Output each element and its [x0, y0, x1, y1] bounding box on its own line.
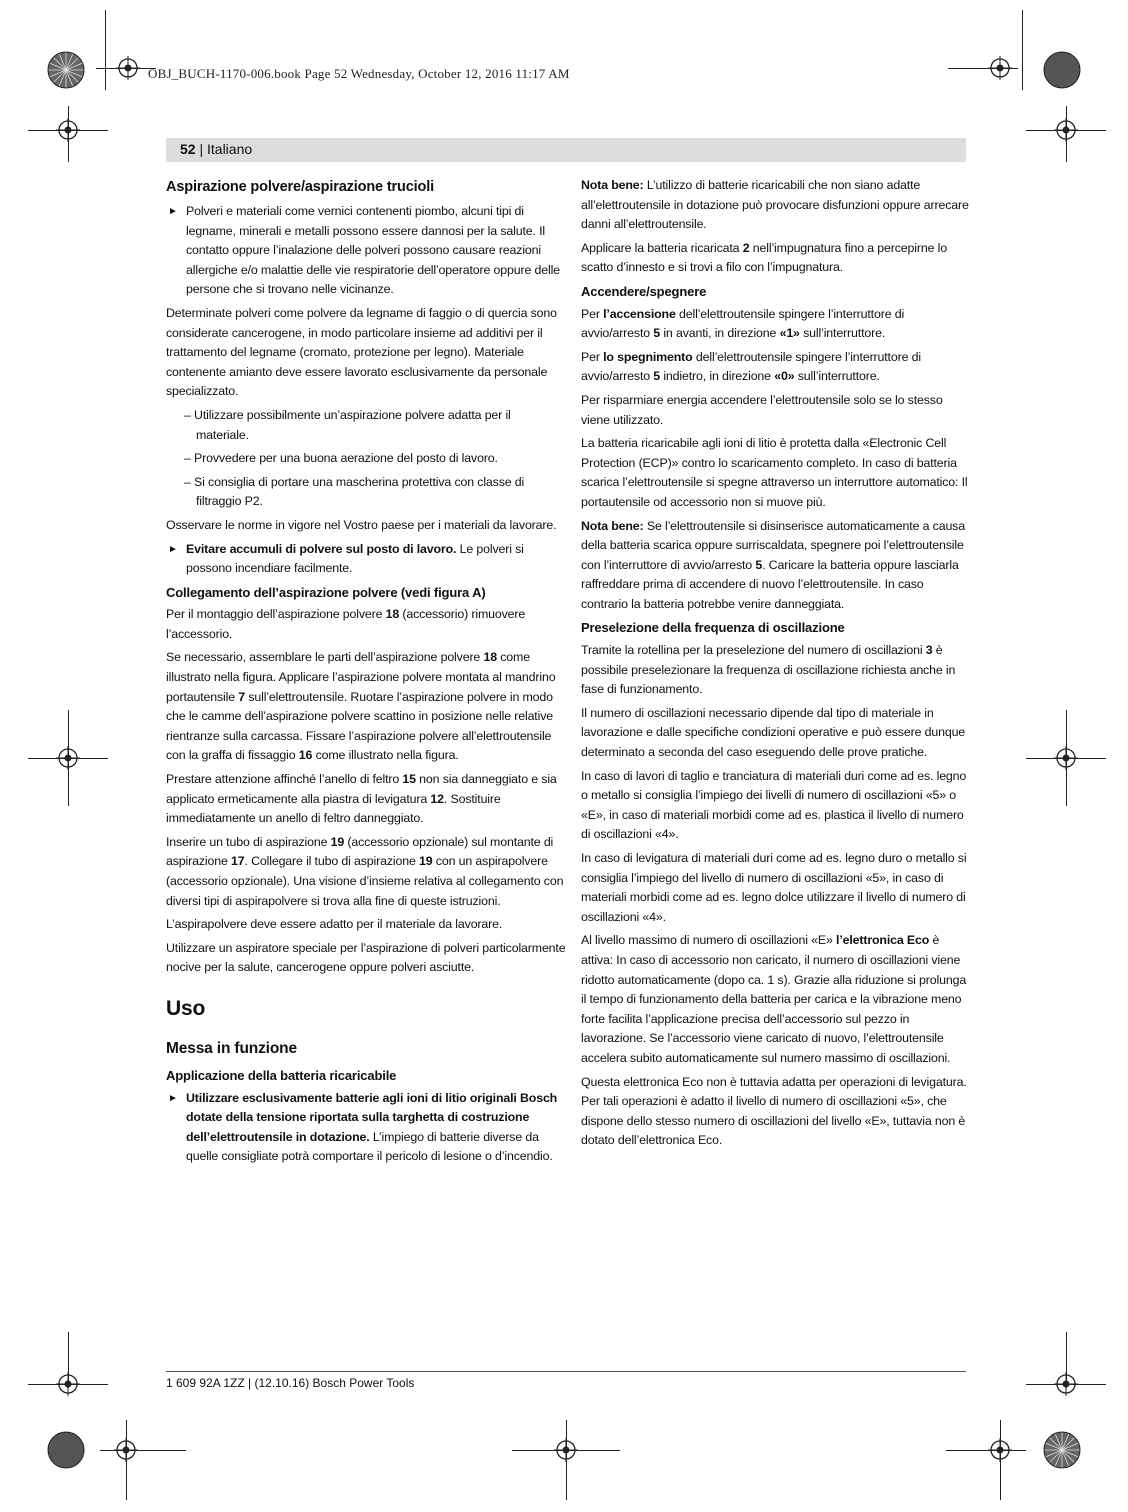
note-paragraph: Nota bene: L’utilizzo di batterie ricaricabili che non siano adatte all’elettroutensile in dotazione può provocare disfunzioni oppure arrecare danni all’elettroutensile. — [581, 178, 969, 232]
paragraph: Se necessario, assemblare le parti dell’aspirazione polvere 18 come illustrato nella figura. Applicare l’aspirazione polvere montata al mandrino portautensile 7 sull’elettroutensile. Ruotare l’aspirazione polvere in modo che le camme dell’aspirazione polvere scattino in posizione nelle relative rientranze sulla carcassa. Fissare l’aspirazione polvere all’elettroutensile con la graffa di fissaggio 16 come illustrato nella figura. — [166, 650, 556, 763]
warning-bullet — [166, 202, 566, 300]
subheading-battery: Applicazione della batteria ricaricabile — [166, 1067, 397, 1083]
starburst-mark-icon — [1042, 50, 1082, 90]
paragraph: Tramite la rotellina per la preselezione del numero di oscillazioni 3 è possibile preselezionare la frequenza di oscillazione richiesta anche in fase di funzionamento. — [581, 643, 956, 697]
paragraph: Per il montaggio dell’aspirazione polvere 18 (accessorio) rimuovere l’accessorio. — [166, 607, 526, 641]
paragraph: In caso di levigatura di materiali duri come ad es. legno duro o metallo si consiglia l’impiego del livello di numero di oscillazioni «5», in caso di materiali morbidi come ad es. legno dolce utilizzare il livello di numero di oscillazioni «4». — [581, 851, 967, 924]
dash-item: – Si consiglia di portare una mascherina protettiva con classe di filtraggio P2. — [184, 474, 525, 509]
page-number: 52 — [180, 141, 196, 157]
warning-bullet — [166, 1089, 566, 1167]
registration-target-icon — [56, 1372, 80, 1396]
subheading-dust-connection: Collegamento dell’aspirazione polvere (vedi figura A) — [166, 584, 486, 600]
footer: 1 609 92A 1ZZ | (12.10.16) Bosch Power Tools — [166, 1376, 415, 1390]
paragraph: Per lo spegnimento dell’elettroutensile spingere l’interruttore di avvio/arresto 5 indietro, in direzione «0» sull’interruttore. — [581, 349, 921, 384]
registration-target-icon — [116, 56, 140, 80]
bullet-arrow-icon: ► — [168, 543, 178, 555]
paragraph: Applicare la batteria ricaricata 2 nell’impugnatura fino a percepirne lo scatto d’innesto e si trovi a filo con l’impugnatura. — [581, 240, 947, 275]
print-info: OBJ_BUCH-1170-006.book Page 52 Wednesday, October 12, 2016 11:17 AM — [148, 66, 570, 81]
registration-target-icon — [56, 118, 80, 142]
paragraph: Inserire un tubo di aspirazione 19 (accessorio opzionale) sul montante di aspirazione 17. Collegare il tubo di aspirazione 19 con un aspirapolvere (accessorio opzionale). Una visione d’insieme relativa al collegamento con diversi tipi di aspirapolvere si trova alla fine di queste istruzioni. — [166, 834, 564, 908]
registration-target-icon — [988, 56, 1012, 80]
section-heading-messa: Messa in funzione — [166, 1039, 297, 1057]
warning-bold: Evitare accumuli di polvere sul posto di lavoro. — [186, 541, 457, 556]
warning-continuation: Determinate polveri come polvere da legname di faggio o di quercia sono considerate cancerogene, in modo particolare insieme ad additivi per il trattamento del legname (cromato, protezione per legno). Materiale contenente amianto deve essere lavorato esclusivamente da personale specializzato. — [166, 305, 557, 399]
left-column — [166, 176, 566, 1171]
registration-target-icon — [988, 1438, 1012, 1462]
page-header-text — [180, 141, 252, 157]
subheading-oscillation: Preselezione della frequenza di oscillazione — [581, 620, 845, 636]
registration-target-icon — [1054, 118, 1078, 142]
paragraph: Per risparmiare energia accendere l’elettroutensile solo se lo stesso viene utilizzato. — [581, 392, 943, 427]
paragraph: Utilizzare un aspiratore speciale per l’aspirazione di polveri particolarmente nocive per la salute, cancerogene oppure polveri asciutte. — [166, 940, 566, 975]
dash-item: – Provvedere per una buona aerazione del posto di lavoro. — [184, 451, 498, 466]
paragraph: Questa elettronica Eco non è tuttavia adatta per operazioni di levigatura. Per tali operazioni è adatto il livello di numero di oscillazioni «5», che dispone dello stesso numero di oscillazioni del livello «E», tuttavia non è dotato dell’elettronica Eco. — [581, 1074, 967, 1148]
bullet-arrow-icon: ► — [168, 206, 178, 217]
page-header — [166, 138, 966, 162]
dash-item: – Utilizzare possibilmente un’aspirazione polvere adatta per il materiale. — [184, 407, 511, 442]
crop-mark — [946, 1450, 1026, 1451]
paragraph: L’aspirapolvere deve essere adatto per il materiale da lavorare. — [166, 917, 503, 932]
paragraph: Al livello massimo di numero di oscillazioni «E» l’elettronica Eco è attiva: In caso di accessorio non caricato, il numero di oscillazioni viene ridotto automaticamente (dopo ca. 1 s). Grazie alla riduzione si prolunga il tempo di funzionamento della batteria per carica e la vibrazione meno forte facilita l’applicazione precisa dell’accessorio sul pezzo in lavorazione. Se l’accessorio viene caricato di nuovo, l’elettroutensile accelera subito automaticamente sul numero massimo di oscillazioni. — [581, 933, 967, 1065]
starburst-mark-icon — [46, 50, 86, 90]
crop-mark — [1022, 10, 1023, 90]
warning-text: Le polveri si possono incendiare facilmente. — [186, 541, 524, 576]
starburst-mark-icon — [1042, 1430, 1082, 1470]
subheading-on-off: Accendere/spegnere — [581, 283, 707, 299]
warning-text: L’impiego di batterie diverse da quelle consigliate potrà comportare il pericolo di lesione o d’incendio. — [186, 1129, 553, 1164]
crop-mark — [105, 10, 106, 90]
paragraph: Osservare le norme in vigore nel Vostro paese per i materiali da lavorare. — [166, 517, 557, 532]
bullet-arrow-icon: ► — [168, 1092, 178, 1104]
registration-target-icon — [114, 1438, 138, 1462]
header-separator: | — [195, 141, 207, 157]
paragraph: Per l’accensione dell’elettroutensile spingere l’interruttore di avvio/arresto 5 in avanti, in direzione «1» sull’interruttore. — [581, 306, 905, 341]
registration-target-icon — [56, 746, 80, 770]
section-heading-dust: Aspirazione polvere/aspirazione trucioli — [166, 179, 434, 195]
footer-rule — [166, 1371, 966, 1372]
paragraph: Il numero di oscillazioni necessario dipende dal tipo di materiale in lavorazione e dalle specifiche condizioni operative e può essere dunque determinato a seconda del caso eseguendo delle prove pratiche. — [581, 705, 966, 760]
paragraph: Prestare attenzione affinché l’anello di feltro 15 non sia danneggiato e sia applicato ermeticamente alla piastra di levigatura 12. Sostituire immediatamente un anello di feltro danneggiato. — [166, 772, 557, 826]
starburst-mark-icon — [46, 1430, 86, 1470]
crop-mark — [100, 1450, 186, 1451]
warning-bold: Utilizzare esclusivamente batterie agli ioni di litio originali Bosch dotate della tensione riportata sulla targhetta di costruzione dell’elettroutensile in dotazione. — [186, 1090, 558, 1144]
header-language: Italiano — [207, 141, 253, 157]
warning-bullet — [166, 540, 566, 579]
registration-target-icon — [554, 1438, 578, 1462]
registration-target-icon — [1054, 746, 1078, 770]
right-column — [581, 176, 969, 1155]
warning-text: Polveri e materiali come vernici contenenti piombo, alcuni tipi di legname, minerali e metalli possono essere dannosi per la salute. Il contatto oppure l’inalazione delle polveri possono causare reazioni allergiche e/o malattie delle vie respiratorie dell’operatore oppure delle persone che si trovano nelle vicinanze. — [186, 204, 560, 297]
chapter-heading-uso: Uso — [166, 996, 206, 1020]
note-paragraph: Nota bene: Se l’elettroutensile si disinserisce automaticamente a causa della batteria scarica oppure surriscaldata, spegnere poi l’elettroutensile con l’interruttore di avvio/arresto 5. Caricare la batteria oppure lasciarla raffreddare prima di accendere di nuovo l’elettroutensile. In caso contrario la batteria potrebbe venire danneggiata. — [581, 518, 965, 611]
paragraph: La batteria ricaricabile agli ioni di litio è protetta dalla «Electronic Cell Protection (ECP)» contro lo scaricamento completo. In caso di batteria scarica l’elettroutensile si spegne attraverso un interruttore automatico: Il portautensile od accessorio non si muove più. — [581, 436, 968, 509]
paragraph: In caso di lavori di taglio e tranciatura di materiali duri come ad es. legno o metallo si consiglia l’impiego dei livelli di numero di oscillazioni «5» o «E», in caso di materiali morbidi come ad es. plastica il livello di numero di oscillazioni «4». — [581, 768, 967, 842]
registration-target-icon — [1054, 1372, 1078, 1396]
